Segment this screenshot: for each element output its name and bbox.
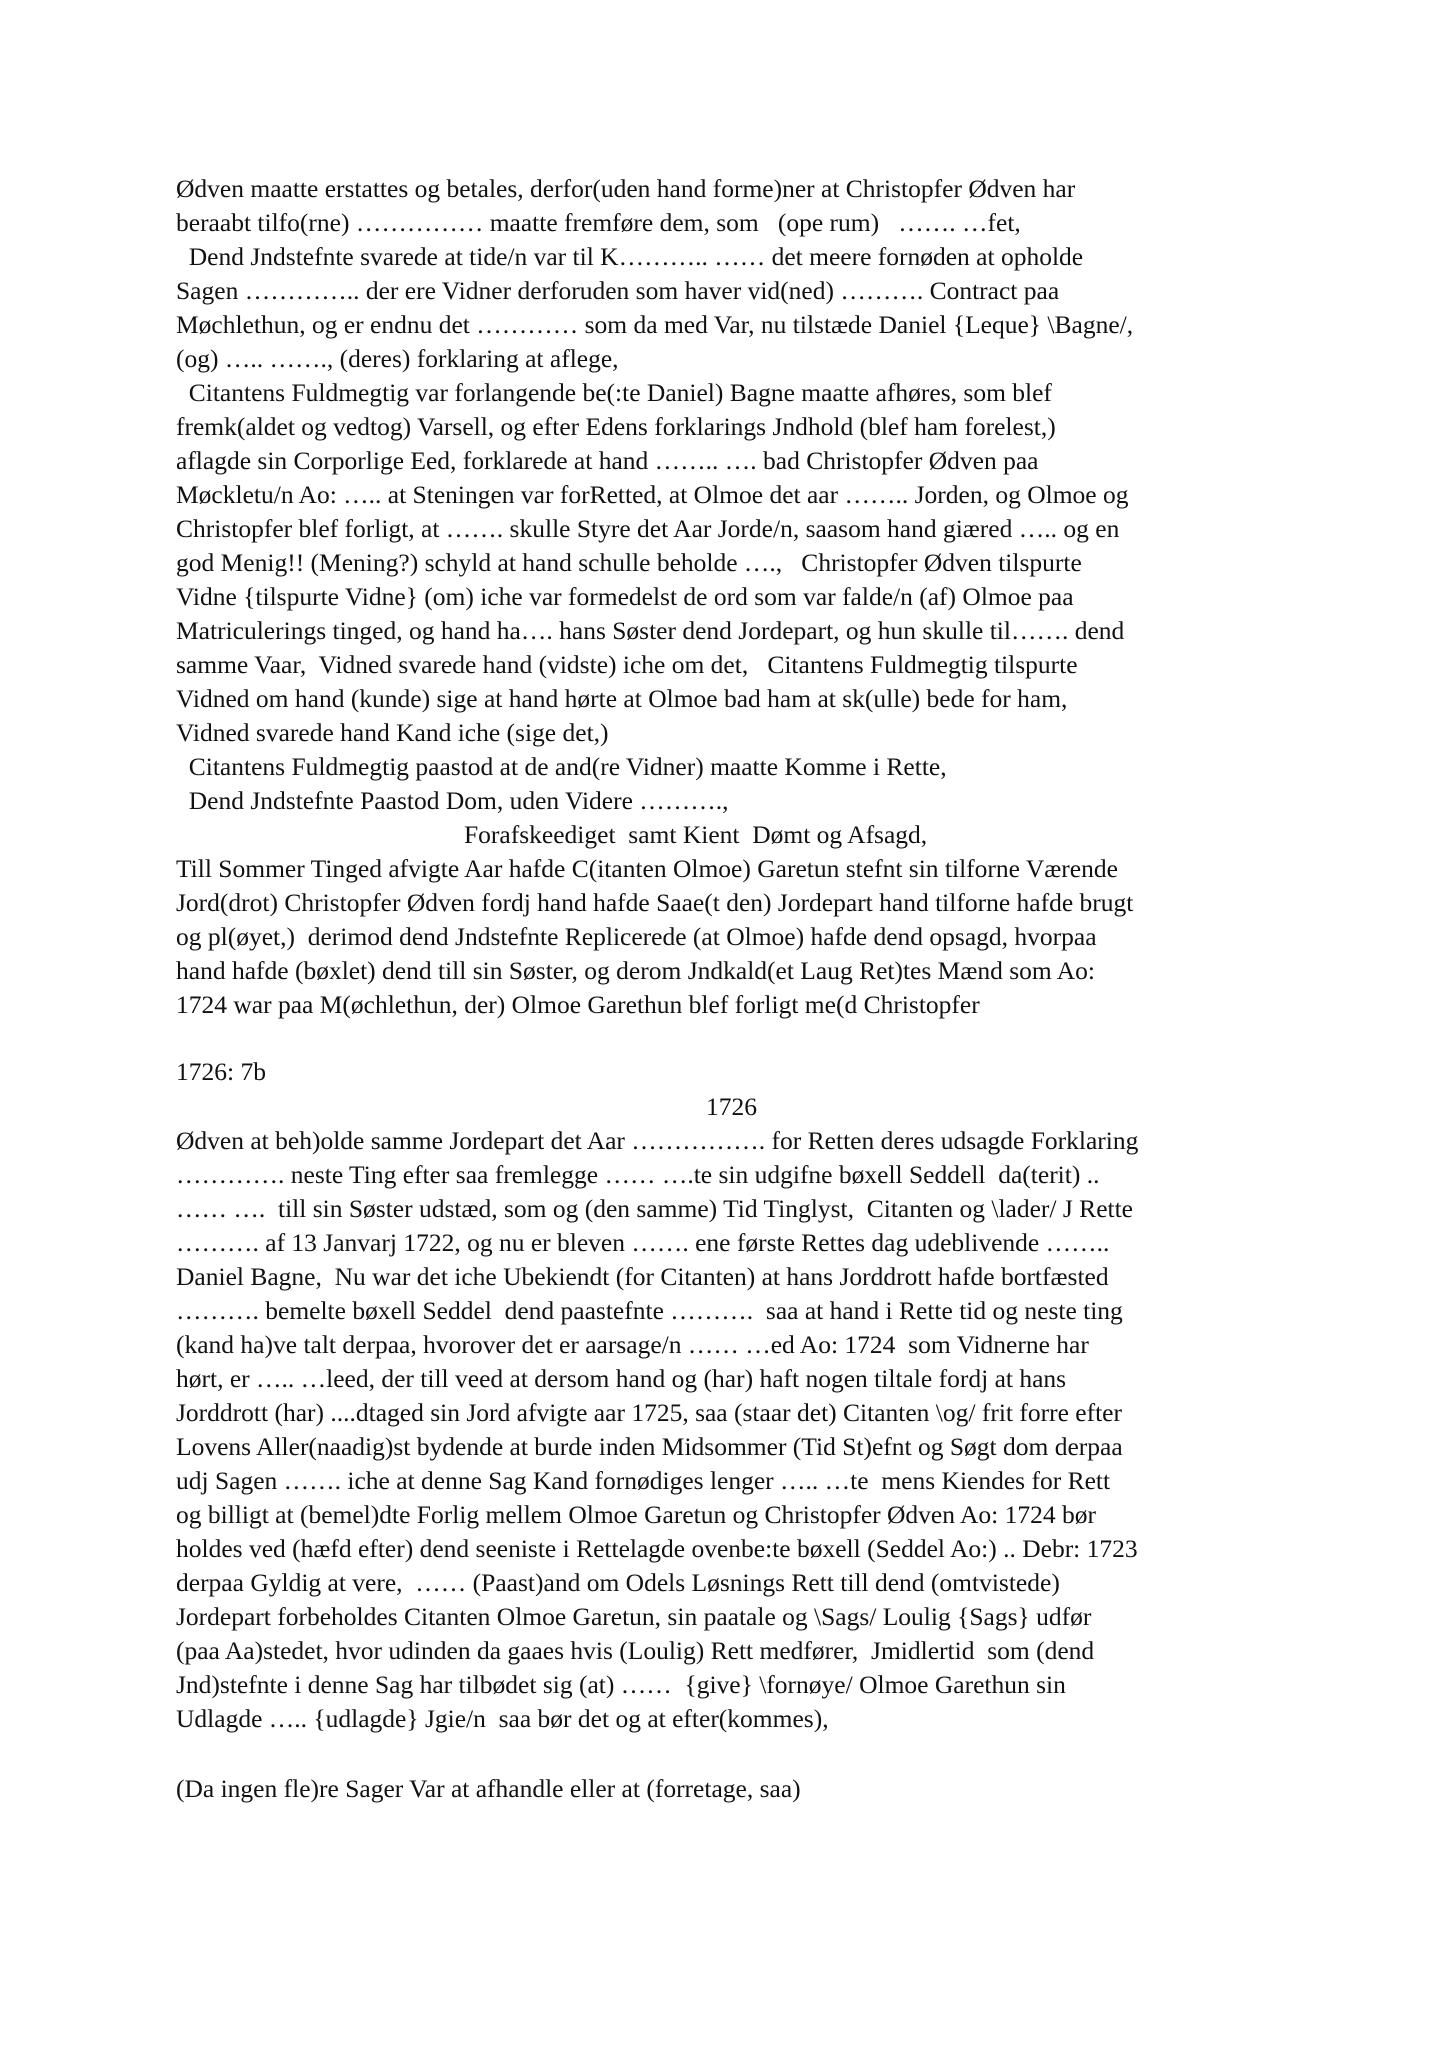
text-line: god Menig!! (Mening?) schyld at hand schulle beholde …., Christopfer Ødven tilspurte — [176, 548, 1082, 577]
text-line: Jorddrott (har) ....dtaged sin Jord afvigte aar 1725, saa (staar det) Citanten \og/ frit forre efter — [176, 1398, 1122, 1427]
text-line: Ødven at beh)olde samme Jordepart det Aar ……………. for Retten deres udsagde Forklaring — [176, 1126, 1139, 1155]
verdict-heading: Forafskeediget samt Kient Dømt og Afsagd, — [464, 820, 928, 849]
text-line: og pl(øyet,) derimod dend Jndstefnte Replicerede (at Olmoe) hafde dend opsagd, hvorpaa — [176, 922, 1097, 951]
text-line: 1724 war paa M(øchlethun, der) Olmoe Garethun blef forligt me(d Christopfer — [176, 990, 980, 1019]
text-line: Udlagde ….. {udlagde} Jgie/n saa bør det og at efter(kommes), — [176, 1704, 829, 1733]
text-line: Citantens Fuldmegtig paastod at de and(re Vidner) maatte Komme i Rette, — [176, 752, 947, 781]
text-line: Vidne {tilspurte Vidne} (om) iche var formedelst de ord som var falde/n (af) Olmoe paa — [176, 582, 1074, 611]
text-line: Daniel Bagne, Nu war det iche Ubekiendt (for Citanten) at hans Jorddrott hafde bortfæsted — [176, 1262, 1109, 1291]
text-line: Møckletu/n Ao: ….. at Steningen var forRetted, at Olmoe det aar …….. Jorden, og Olmoe og — [176, 480, 1129, 509]
text-line: Jord(drot) Christopfer Ødven fordj hand hafde Saae(t den) Jordepart hand tilforne hafde brugt — [176, 888, 1134, 917]
text-line: (og) ….. ……., (deres) forklaring at aflege, — [176, 344, 619, 373]
text-line: beraabt tilfo(rne) …………… maatte fremføre dem, som (ope rum) ……. …fet, — [176, 208, 1021, 237]
text-line: Dend Jndstefnte Paastod Dom, uden Videre ………., — [176, 786, 729, 815]
text-line: Vidned svarede hand Kand iche (sige det,) — [176, 718, 609, 747]
text-line: Lovens Aller(naadig)st bydende at burde inden Midsommer (Tid St)efnt og Søgt dom derpaa — [176, 1432, 1123, 1461]
text-line: udj Sagen ……. iche at denne Sag Kand fornødiges lenger ….. …te mens Kiendes for Rett — [176, 1466, 1111, 1495]
text-line: Till Sommer Tinged afvigte Aar hafde C(itanten Olmoe) Garetun stefnt sin tilforne Værende — [176, 854, 1118, 883]
page-ref-label: 1726: 7b — [176, 1057, 266, 1086]
text-line: (paa Aa)stedet, hvor udinden da gaaes hvis (Loulig) Rett medfører, Jmidlertid som (dend — [176, 1636, 1095, 1665]
page-year-heading — [176, 1090, 1296, 1124]
text-line: ………. af 13 Janvarj 1722, og nu er bleven ……. ene første Rettes dag udeblivende …….. — [176, 1228, 1110, 1257]
text-line: aflagde sin Corporlige Eed, forklarede at hand …….. …. bad Christopfer Ødven paa — [176, 446, 1039, 475]
year-label: 1726 — [706, 1092, 757, 1121]
text-line: ………. bemelte bøxell Seddel dend paastefnte ………. saa at hand i Rette tid og neste ting — [176, 1296, 1123, 1325]
text-line: Matriculerings tinged, og hand ha…. hans Søster dend Jordepart, og hun skulle til……. dend — [176, 616, 1125, 645]
text-line: Møchlethun, og er endnu det ………… som da med Var, nu tilstæde Daniel {Leque} \Bagne/, — [176, 310, 1134, 339]
text-line: (kand ha)ve talt derpaa, hvorover det er aarsage/n …… …ed Ao: 1724 som Vidnerne har — [176, 1330, 1089, 1359]
text-line: Jnd)stefnte i denne Sag har tilbødet sig (at) …… {give} \fornøye/ Olmoe Garethun sin — [176, 1670, 1066, 1699]
text-line: Christopfer blef forligt, at ……. skulle Styre det Aar Jorde/n, saasom hand giæred ….. og en — [176, 514, 1120, 543]
text-line: og billigt at (bemel)dte Forlig mellem Olmoe Garetun og Christopfer Ødven Ao: 1724 bør — [176, 1500, 1096, 1529]
page-reference — [176, 1055, 1296, 1089]
text-line: Ødven maatte erstattes og betales, derfor(uden hand forme)ner at Christopfer Ødven har — [176, 174, 1076, 203]
text-line: …………. neste Ting efter saa fremlegge …… ….te sin udgifne bøxell Seddell da(terit) .. — [176, 1160, 1100, 1189]
text-line: Vidned om hand (kunde) sige at hand hørte at Olmoe bad ham at sk(ulle) bede for ham, — [176, 684, 1068, 713]
text-line: Sagen ………….. der ere Vidner derforuden som haver vid(ned) ………. Contract paa — [176, 276, 1060, 305]
text-line: derpaa Gyldig at vere, …… (Paast)and om Odels Løsnings Rett till dend (omtvistede) — [176, 1568, 1060, 1597]
text-line: Jordepart forbeholdes Citanten Olmoe Garetun, sin paatale og \Sags/ Loulig {Sags} udfør — [176, 1602, 1092, 1631]
closing-line: (Da ingen fle)re Sager Var at afhandle eller at (forretage, saa) — [176, 1774, 801, 1803]
text-line: Dend Jndstefnte svarede at tide/n var til K……….. …… det meere fornøden at opholde — [176, 242, 1084, 271]
text-line: …… …. till sin Søster udstæd, som og (den samme) Tid Tinglyst, Citanten og \lader/ J Rette — [176, 1194, 1133, 1223]
text-line: Citantens Fuldmegtig var forlangende be(:te Daniel) Bagne maatte afhøres, som blef — [176, 378, 1052, 407]
text-line: holdes ved (hæfd efter) dend seeniste i Rettelagde ovenbe:te bøxell (Seddel Ao:) .. Debr: 1723 — [176, 1534, 1138, 1563]
closing-paragraph — [176, 1772, 1296, 1806]
text-line: fremk(aldet og vedtog) Varsell, og efter Edens forklarings Jndhold (blef ham forelest,) — [176, 412, 1056, 441]
transcription-section-2 — [176, 1124, 1296, 1736]
text-line: samme Vaar, Vidned svarede hand (vidste) iche om det, Citantens Fuldmegtig tilspurte — [176, 650, 1078, 679]
text-line: hørt, er ….. …leed, der till veed at dersom hand og (har) haft nogen tiltale fordj at hans — [176, 1364, 1067, 1393]
text-line: hand hafde (bøxlet) dend till sin Søster, og derom Jndkald(et Laug Ret)tes Mænd som Ao: — [176, 956, 1095, 985]
transcription-section-1 — [176, 172, 1296, 1022]
